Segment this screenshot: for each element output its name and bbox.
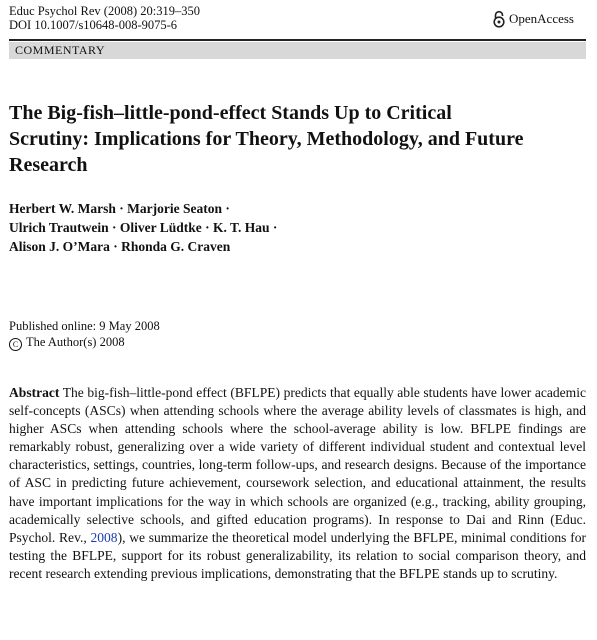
section-label: COMMENTARY [15, 43, 106, 57]
abstract-text: The big-fish–little-pond effect (BFLPE) predicts that equally able students have lower academic self-concepts (ASCs) when attending schools where the average ability levels of classmates is high, and higher ASCs when attending schools where the school-average ability is low. BFLPE findings are remarkably robust, generalizing over a wide variety of different individual student and contextual level characteristics, settings, countries, long-term follow-ups, and research designs. Because of the importance of ASC in predicting future achievement, coursework selection, and educational attainment, the results have important implications for the way in which schools are organized (e.g., tracking, ability grouping, academically selective schools, and gifted education programs). In response to Dai and Rinn (Educ. Psychol. Rev., [9, 385, 586, 545]
author-list [9, 199, 429, 256]
author-line: Alison J. O’Mara · Rhonda G. Craven [9, 239, 231, 254]
journal-citation: Educ Psychol Rev (2008) 20:319–350 [9, 4, 200, 18]
citation-link[interactable]: 2008 [90, 529, 118, 545]
article-title: The Big-fish–little-pond-effect Stands Up to Critical Scrutiny: Implications for Theory, Methodology, and Future Research [9, 102, 524, 176]
abstract [9, 384, 586, 583]
published-date: Published online: 9 May 2008 [9, 319, 160, 333]
open-access-lock-icon [492, 10, 506, 28]
open-access-badge [492, 10, 574, 28]
header-rule [9, 39, 586, 41]
open-access-label: OpenAccess [509, 11, 574, 26]
copyright-line [9, 334, 125, 351]
copyright-text: The Author(s) 2008 [26, 335, 125, 349]
author-line: Herbert W. Marsh · Marjorie Seaton · [9, 201, 230, 216]
author-line: Ulrich Trautwein · Oliver Lüdtke · K. T. Hau · [9, 220, 278, 235]
abstract-label: Abstract [9, 385, 60, 400]
copyright-icon: C [9, 338, 22, 351]
section-band [9, 42, 586, 59]
abstract-text-continued: ), we summarize the theoretical model underlying the BFLPE, minimal conditions for testing the BFLPE, support for its robust generalizability, its relation to social comparison theory, and recent research extending previous implications, demonstrating that the BFLPE stands up to scrutiny. [9, 529, 586, 581]
doi-line: DOI 10.1007/s10648-008-9075-6 [9, 18, 178, 32]
